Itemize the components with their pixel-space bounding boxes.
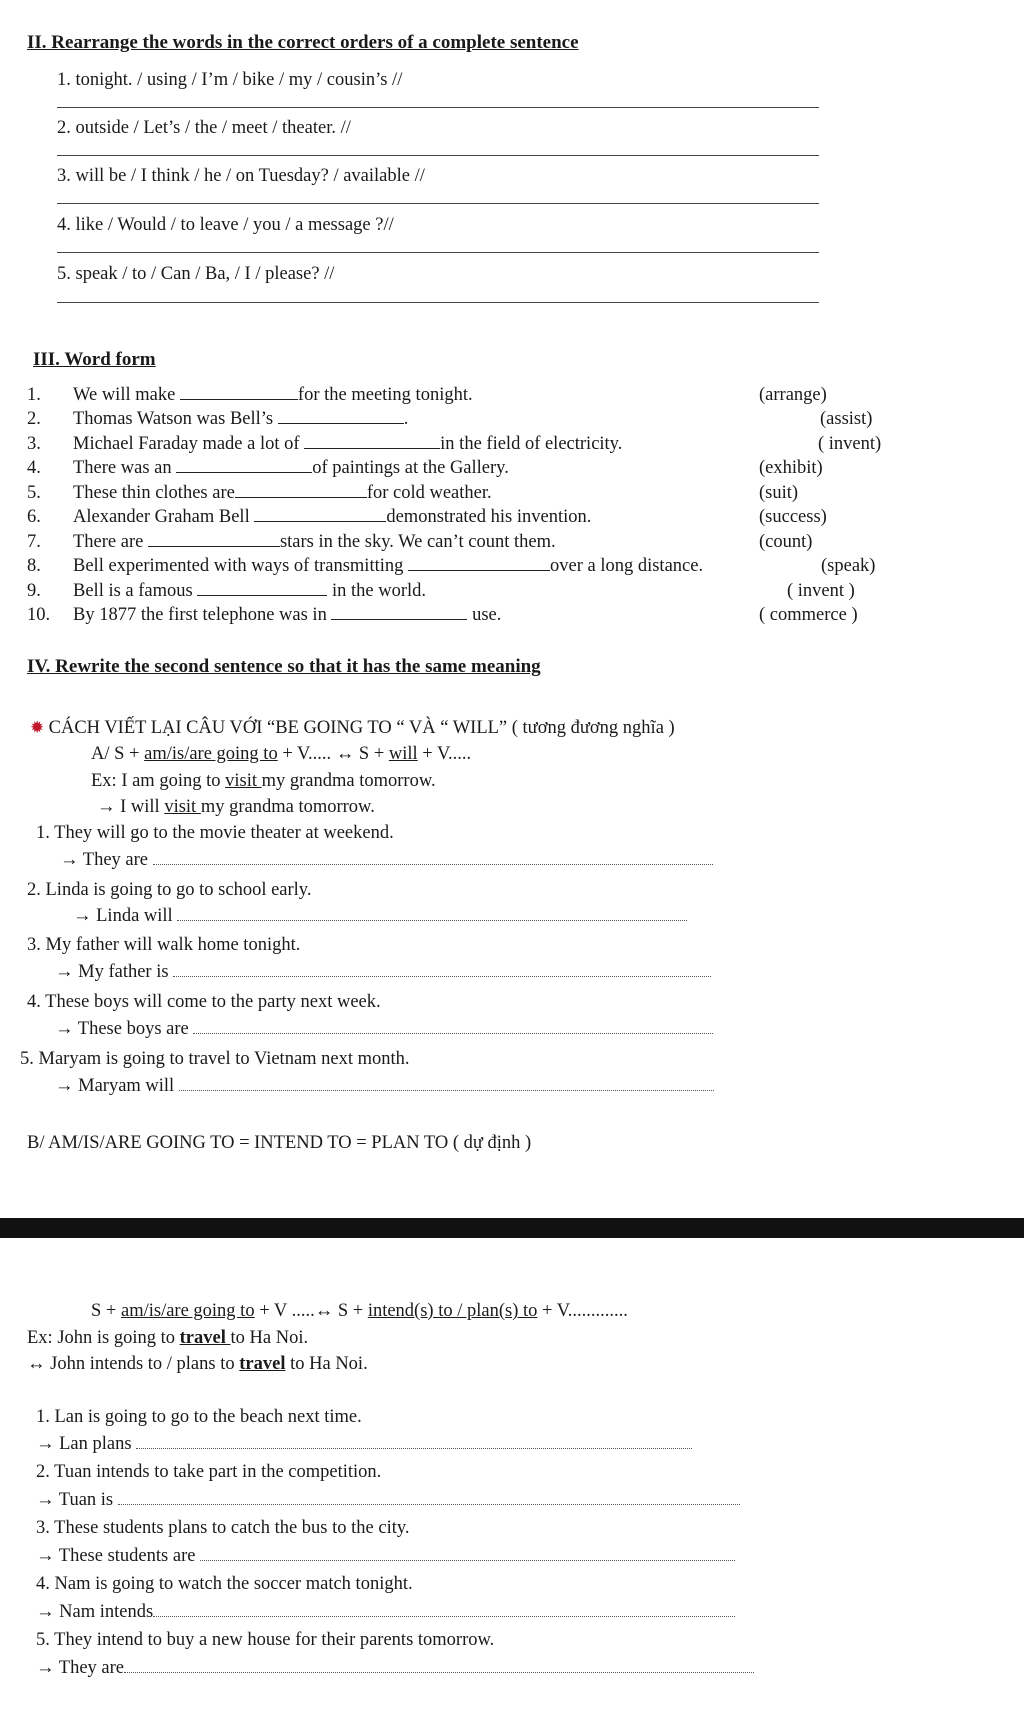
exercise-b-question-1: 1. Lan is going to go to the beach next time.: [36, 1407, 362, 1427]
answer-dotted-line[interactable]: [136, 1434, 692, 1449]
answer-dotted-line[interactable]: [193, 1019, 713, 1034]
answer-line-2[interactable]: [57, 155, 819, 156]
word-form-row-4: 4. There was an of paintings at the Gallery.: [27, 458, 509, 478]
word-form-blank[interactable]: [408, 556, 550, 571]
example-4: ↔ John intends to / plans to travel to Ha Noi.: [27, 1354, 368, 1374]
word-form-blank[interactable]: [180, 385, 298, 400]
rearrange-item-3: 3. will be / I think / he / on Tuesday? / available //: [57, 166, 425, 186]
exercise-b-answer-1: → Lan plans: [36, 1434, 692, 1455]
word-form-row-6: 6. Alexander Graham Bell demonstrated his invention.: [27, 507, 592, 527]
formula-b: S + am/is/are going to + V .....↔ S + intend(s) to / plan(s) to + V.............: [91, 1301, 628, 1321]
exercise-a-answer-1: → They are: [60, 850, 713, 871]
word-form-hint-4: (exhibit): [759, 458, 823, 478]
exercise-b-question-3: 3. These students plans to catch the bus to the city.: [36, 1518, 410, 1538]
word-form-blank[interactable]: [331, 605, 467, 620]
word-form-hint-1: (arrange): [759, 385, 827, 405]
word-form-blank[interactable]: [254, 507, 386, 522]
word-form-row-7: 7. There are stars in the sky. We can’t count them.: [27, 532, 556, 552]
exercise-a-question-4: 4. These boys will come to the party next week.: [27, 992, 381, 1012]
section-2-title: II. Rearrange the words in the correct orders of a complete sentence: [27, 32, 579, 53]
word-form-blank[interactable]: [235, 483, 367, 498]
exercise-a-answer-4: → These boys are: [55, 1019, 713, 1040]
exercise-a-answer-3: → My father is: [55, 962, 711, 983]
exercise-a-question-2: 2. Linda is going to go to school early.: [27, 880, 312, 900]
word-form-hint-5: (suit): [759, 483, 799, 503]
answer-dotted-line[interactable]: [177, 906, 687, 921]
word-form-row-2: 2. Thomas Watson was Bell’s .: [27, 409, 409, 429]
word-form-blank[interactable]: [304, 434, 440, 449]
word-form-hint-6: (success): [759, 507, 827, 527]
section-4-subtitle: ✹ CÁCH VIẾT LẠI CÂU VỚI “BE GOING TO “ VÀ “ WILL” ( tương đương nghĩa ): [30, 718, 675, 738]
answer-dotted-line[interactable]: [118, 1490, 740, 1505]
star-bullet-icon: ✹: [30, 718, 45, 737]
word-form-row-8: 8. Bell experimented with ways of transmitting over a long distance.: [27, 556, 704, 576]
example-1: Ex: I am going to visit my grandma tomorrow.: [91, 771, 436, 791]
word-form-blank[interactable]: [176, 458, 312, 473]
exercise-a-question-5: 5. Maryam is going to travel to Vietnam next month.: [20, 1049, 410, 1069]
exercise-a-answer-2: → Linda will: [73, 906, 687, 927]
exercise-b-answer-5: → They are: [36, 1658, 754, 1679]
section-3-title: III. Word form: [33, 349, 156, 370]
answer-dotted-line[interactable]: [179, 1076, 714, 1091]
word-form-num: 1.: [27, 385, 41, 405]
answer-dotted-line[interactable]: [173, 962, 711, 977]
rearrange-item-2: 2. outside / Let’s / the / meet / theater. //: [57, 118, 351, 138]
answer-dotted-line[interactable]: [153, 850, 713, 865]
word-form-hint-8: (speak): [821, 556, 876, 576]
word-form-blank[interactable]: [148, 532, 280, 547]
exercise-b-question-5: 5. They intend to buy a new house for their parents tomorrow.: [36, 1630, 495, 1650]
answer-line-1[interactable]: [57, 107, 819, 108]
word-form-hint-3: ( invent): [818, 434, 882, 454]
answer-line-4[interactable]: [57, 252, 819, 253]
answer-dotted-line[interactable]: [124, 1658, 754, 1673]
word-form-hint-7: (count): [759, 532, 813, 552]
exercise-b-question-4: 4. Nam is going to watch the soccer match tonight.: [36, 1574, 413, 1594]
word-form-blank[interactable]: [278, 409, 404, 424]
exercise-b-answer-3: → These students are: [36, 1546, 735, 1567]
word-form-row-9: 9. Bell is a famous in the world.: [27, 581, 426, 601]
example-3: Ex: John is going to travel to Ha Noi.: [27, 1328, 309, 1348]
rearrange-item-1: 1. tonight. / using / I’m / bike / my / cousin’s //: [57, 70, 403, 90]
rearrange-item-4: 4. like / Would / to leave / you / a message ?//: [57, 215, 394, 235]
answer-dotted-line[interactable]: [200, 1546, 735, 1561]
formula-b-title: B/ AM/IS/ARE GOING TO = INTEND TO = PLAN TO ( dự định ): [27, 1133, 532, 1153]
example-2: → I will visit my grandma tomorrow.: [97, 797, 375, 817]
section-4-title: IV. Rewrite the second sentence so that it has the same meaning: [27, 656, 541, 677]
answer-line-5[interactable]: [57, 302, 819, 303]
formula-a: A/ S + am/is/are going to + V..... ↔ S + will + V.....: [91, 744, 472, 764]
exercise-b-answer-4: → Nam intends: [36, 1602, 735, 1623]
answer-dotted-line[interactable]: [153, 1602, 735, 1617]
exercise-b-question-2: 2. Tuan intends to take part in the competition.: [36, 1462, 382, 1482]
word-form-row-5: 5. These thin clothes are for cold weather.: [27, 483, 492, 503]
exercise-a-question-3: 3. My father will walk home tonight.: [27, 935, 301, 955]
rearrange-item-5: 5. speak / to / Can / Ba, / I / please? //: [57, 264, 335, 284]
word-form-hint-10: ( commerce ): [759, 605, 858, 625]
word-form-row-1: 1. We will make for the meeting tonight.: [27, 385, 473, 405]
exercise-b-answer-2: → Tuan is: [36, 1490, 740, 1511]
exercise-a-question-1: 1. They will go to the movie theater at weekend.: [36, 823, 394, 843]
page-divider: [0, 1218, 1024, 1238]
word-form-hint-9: ( invent ): [787, 581, 855, 601]
word-form-row-3: 3. Michael Faraday made a lot of in the field of electricity.: [27, 434, 623, 454]
answer-line-3[interactable]: [57, 203, 819, 204]
word-form-row-10: 10. By 1877 the first telephone was in use.: [27, 605, 502, 625]
word-form-blank[interactable]: [197, 581, 327, 596]
exercise-a-answer-5: → Maryam will: [55, 1076, 714, 1097]
word-form-hint-2: (assist): [820, 409, 873, 429]
